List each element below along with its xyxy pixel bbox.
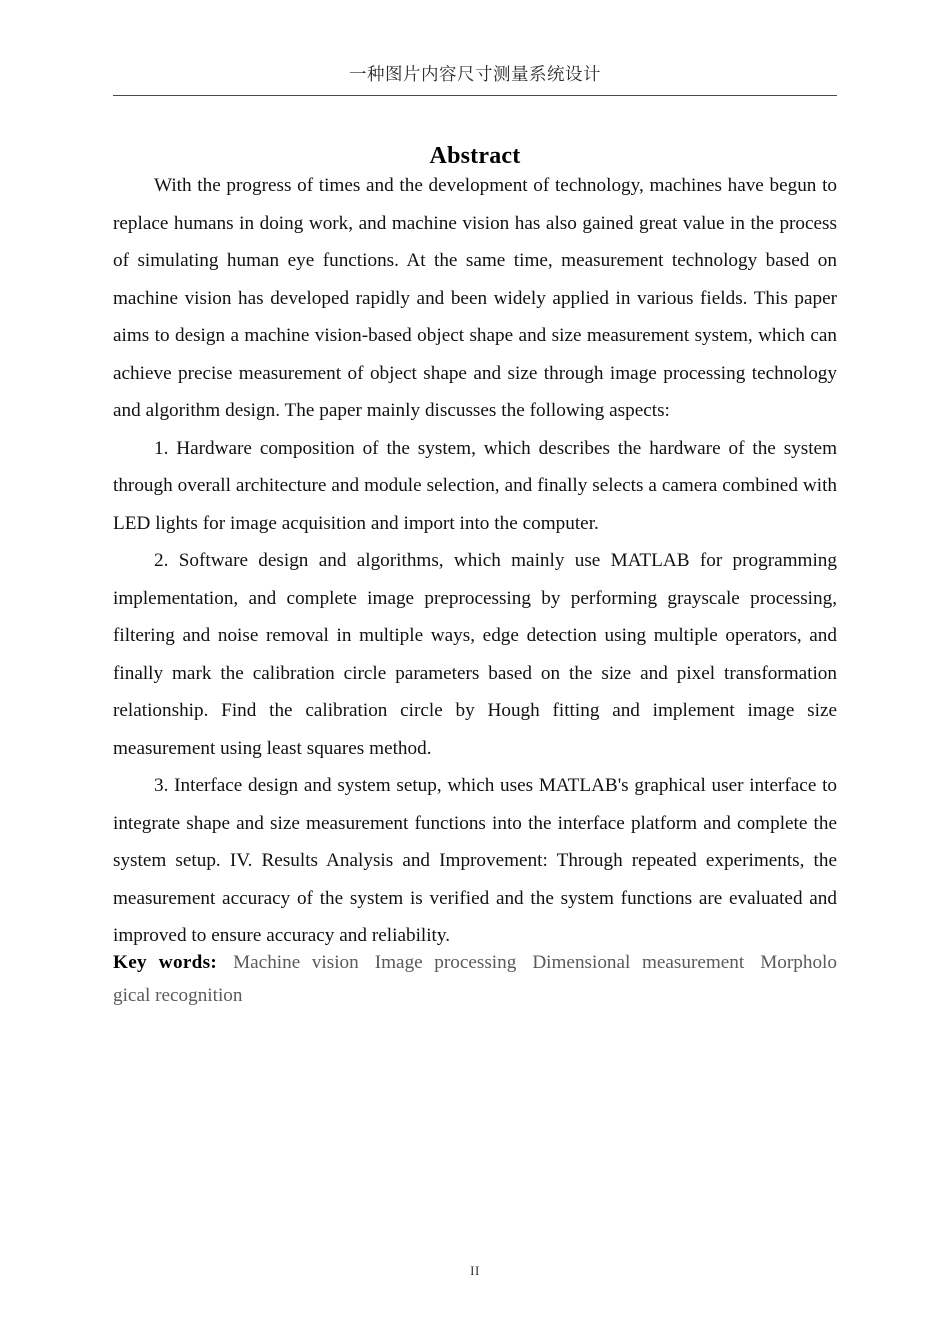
abstract-paragraph-intro: With the progress of times and the development of technology, machines have begun to replace humans in doing work, and machine vision has also gained great value in the process of simulating human eye functions. At the same time, measurement technology based on machine vision has developed rapidly and been widely applied in various fields. This paper aims to design a machine vision-based object shape and size measurement system, which can achieve precise measurement of object shape and size through image processing technology and algorithm design. The paper mainly discusses the following aspects: xyxy=(113,175,837,421)
header-divider-rule xyxy=(113,95,837,96)
running-header-title: 一种图片内容尺寸测量系统设计 xyxy=(349,64,601,84)
keywords-line xyxy=(113,946,837,1012)
page-title: Abstract xyxy=(429,143,521,170)
keywords-label: Key words: xyxy=(113,952,218,973)
abstract-paragraph-item-2: 2. Software design and algorithms, which mainly use MATLAB for programming implementation, and complete image preprocessing by performing grayscale processing, filtering and noise removal in multiple ways, edge detection using multiple operators, and finally mark the calibration circle parameters based on the size and pixel transformation relationship. Find the calibration circle by Hough fitting and implement image size measurement using least squares method. xyxy=(113,550,837,759)
abstract-body xyxy=(113,167,837,955)
keyword-term-morphological-recognition: Morpholo gical recognition xyxy=(113,952,837,1006)
keyword-term-machine-vision: Machine vision xyxy=(233,952,359,973)
abstract-paragraph-item-1: 1. Hardware composition of the system, which describes the hardware of the system through overall architecture and module selection, and finally selects a camera combined with LED lights for image acquisition and import into the computer. xyxy=(113,437,837,534)
keyword-term-dimensional-measurement: Dimensional measurement xyxy=(532,952,745,973)
running-header xyxy=(113,62,837,86)
page-number: II xyxy=(470,1263,480,1278)
page-footer xyxy=(0,1262,950,1280)
keyword-term-image-processing: Image processing xyxy=(374,952,517,973)
abstract-paragraph-item-3: 3. Interface design and system setup, which uses MATLAB's graphical user interface to integrate shape and size measurement functions into the interface platform and complete the system setup. IV. Results Analysis and Improvement: Through repeated experiments, the measurement accuracy of the system is verified and the system functions are evaluated and improved to ensure accuracy and reliability. xyxy=(113,775,837,946)
